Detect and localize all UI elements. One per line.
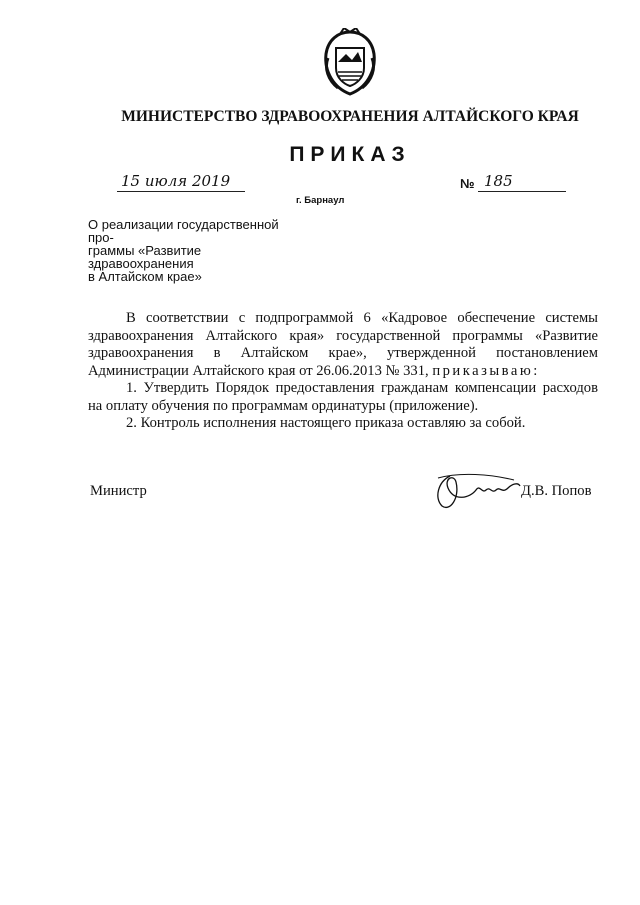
subject-line: О реализации государственной про-: [88, 217, 279, 245]
number-label: №: [460, 176, 475, 191]
order-word: приказываю:: [432, 362, 540, 379]
document-title: ПРИКАЗ: [289, 143, 411, 166]
subject-line: в Алтайском крае»: [88, 269, 202, 284]
item-1: 1. Утвердить Порядок предоставления гражданам компенсации расходов на оплату обучения по программам ординатуры (приложение).: [88, 380, 598, 414]
city: г. Барнаул: [296, 195, 345, 206]
handwritten-date: 15 июля 2019: [117, 172, 245, 192]
signatory-position: Министр: [90, 483, 147, 499]
ministry-name: МИНИСТЕРСТВО ЗДРАВООХРАНЕНИЯ АЛТАЙСКОГО КРАЯ: [121, 108, 579, 125]
order-body: [88, 310, 598, 433]
handwritten-number: 185: [478, 172, 566, 192]
signatory-name: Д.В. Попов: [521, 483, 592, 499]
order-subject: [88, 218, 288, 283]
subject-line: граммы «Развитие здравоохранения: [88, 243, 202, 271]
item-2: 2. Контроль исполнения настоящего приказа оставляю за собой.: [126, 415, 526, 431]
handwritten-signature: [430, 468, 522, 513]
coat-of-arms-emblem: [318, 28, 382, 98]
preamble-paragraph: В соответствии с подпрограммой 6 «Кадровое обеспечение системы здравоохранения Алтайского края» государственной программы «Развитие здравоохранения в Алтайском крае», утвержденной постановлением Администрации Алтайского края от 26.06.2013 № 331, приказываю:: [88, 310, 598, 379]
